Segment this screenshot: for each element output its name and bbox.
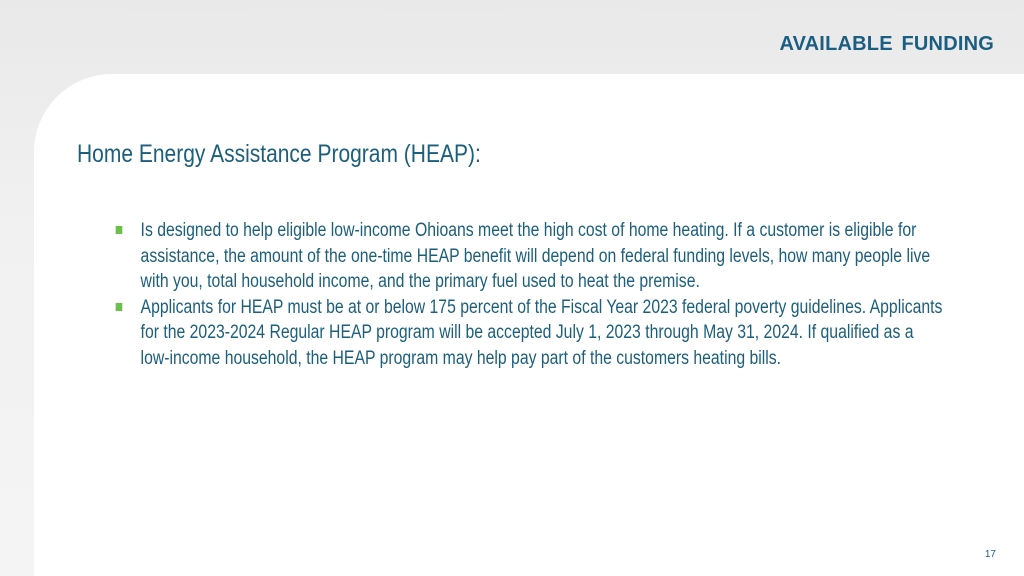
square-bullet-icon	[116, 303, 123, 311]
content-panel	[34, 74, 1024, 576]
slide-heading: Home Energy Assistance Program (HEAP):	[77, 140, 481, 168]
section-title: AVAILABLE FUNDING	[779, 33, 994, 55]
bullet-list	[114, 218, 944, 371]
bullet-item	[114, 218, 944, 295]
bullet-text: Applicants for HEAP must be at or below 175 percent of the Fiscal Year 2023 federal poverty guidelines. Applicants for the 2023-2024 Regular HEAP program will be accepted July 1, 2023 through May 31, 2024. If qualified as a low-income household, the HEAP program may help pay part of the customers heating bills.	[140, 296, 943, 369]
page-number: 17	[984, 549, 996, 560]
square-bullet-icon	[116, 226, 123, 234]
bullet-text: Is designed to help eligible low-income Ohioans meet the high cost of home heating. If a customer is eligible for assistance, the amount of the one-time HEAP benefit will depend on federal funding levels, how many people live with you, total household income, and the primary fuel used to heat the premise.	[140, 220, 931, 292]
bullet-item	[114, 295, 944, 372]
